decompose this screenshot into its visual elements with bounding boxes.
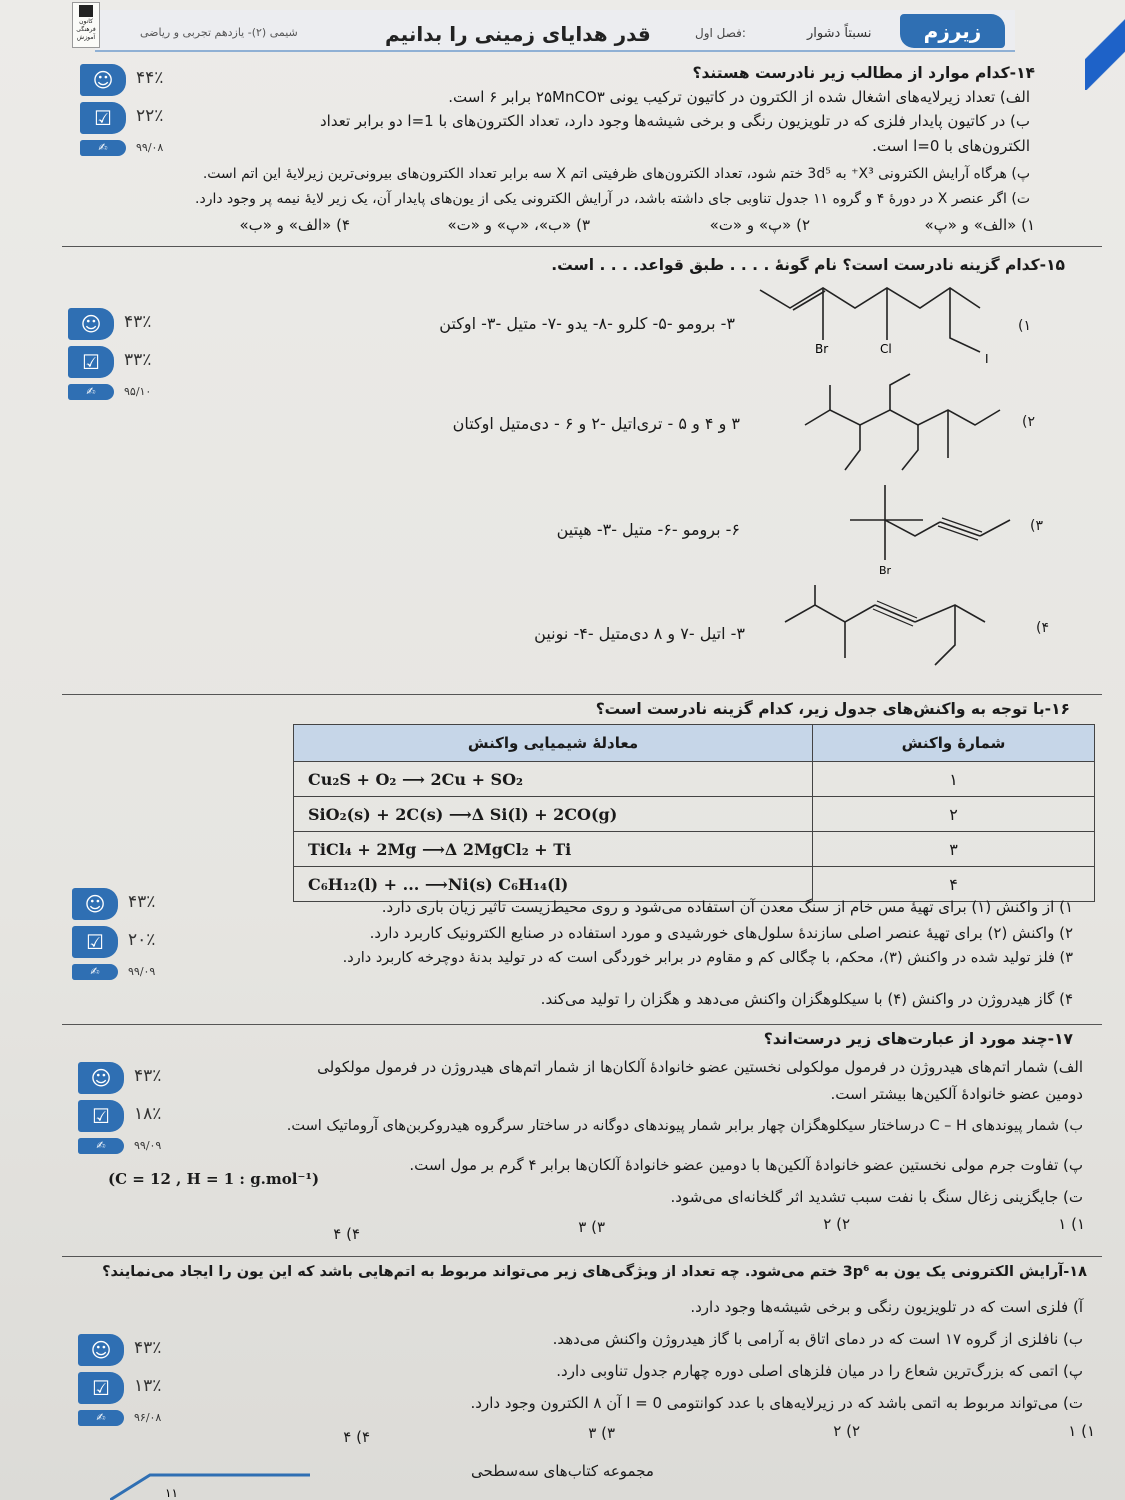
q15-question: ۱۵-کدام گزینه نادرست است؟ نام گونهٔ . . . . طبق قواعد. . . . است. [551, 256, 1065, 274]
q16-option-2[interactable]: ۲) واکنش (۲) برای تهیهٔ عنصر اصلی سازندهٔ سلول‌های خورشیدی و مورد استفاده در صنایع الکترونیک کاربرد دارد. [369, 924, 1073, 942]
q15-structure-3 [845, 480, 1015, 580]
stat-value: ۲۲٪ [136, 106, 164, 126]
q17-question: ۱۷-چند مورد از عبارت‌های زیر درست‌اند؟ [763, 1030, 1073, 1048]
table-header-equation: معادلهٔ شیمیایی واکنش [294, 725, 813, 762]
q14-item-d: ت) اگر عنصر X در دورهٔ ۴ و گروه ۱۱ جدول تناوبی جای داشته باشد، در آرایش الکترونی یکی از یون‌های پایدار آن، یک زیر لایهٔ نیمه پر وجود دارد. [195, 191, 1030, 207]
hand-icon: ✍ [78, 1138, 124, 1154]
table-cell-equation: Cu₂S + O₂ ⟶ 2Cu + SO₂ [294, 762, 813, 797]
table-cell-equation: C₆H₁₂(l) + ... ⟶Ni(s) C₆H₁₄(l) [294, 867, 813, 902]
q18-question: ۱۸-آرایش الکترونی یک یون به 3p⁶ ختم می‌شود. چه تعداد از ویژگی‌های زیر می‌تواند مربوط به اتم‌هایی باشد که این یون را ایجاد می‌نمایند؟ [102, 1264, 1087, 1280]
q17-option-3[interactable]: ۳) ۳ [578, 1218, 605, 1236]
q14-option-3[interactable]: ۳) «ب»، «پ» و «ت» [447, 216, 590, 234]
person-icon: ☺ [78, 1062, 124, 1094]
page-header [95, 10, 1015, 52]
table-row [294, 797, 1095, 832]
stat-value: ۳۳٪ [124, 350, 152, 370]
structure-label-br: Br [879, 564, 892, 577]
q18-option-1[interactable]: ۱) ۱ [1068, 1422, 1095, 1440]
q14-stats [80, 64, 192, 162]
table-cell-equation: TiCl₄ + 2Mg ⟶Δ 2MgCl₂ + Ti [294, 832, 813, 867]
divider [62, 1256, 1102, 1257]
header-chapter: فصل اول: [695, 26, 746, 40]
header-title: قدر هدایای زمینی را بدانیم [385, 22, 651, 46]
person-icon: ☺ [80, 64, 126, 96]
header-subtitle: شیمی (۲)- یازدهم تجربی و ریاضی [140, 26, 298, 39]
checkbox-icon: ☑ [80, 102, 126, 134]
q15-option-4-num[interactable]: ۴) [1036, 620, 1049, 636]
q16-option-4[interactable]: ۴) گاز هیدروژن در واکنش (۴) با سیکلوهگزان واکنش می‌دهد و هگزان را تولید می‌کند. [540, 990, 1073, 1008]
stat-value: ۴۳٪ [124, 312, 152, 332]
stat-code: ۹۹/۰۹ [128, 965, 156, 978]
hand-icon: ✍ [72, 964, 118, 980]
q14-item-c: پ) هرگاه آرایش الکترونی X³⁺ به 3d⁵ ختم شود، تعداد الکترون‌های ظرفیتی اتم X سه برابر تعداد الکترون‌های بیرونی‌ترین زیرلایهٔ این اتم است. [202, 166, 1030, 182]
person-icon: ☺ [78, 1334, 124, 1366]
table-row [294, 832, 1095, 867]
publisher-logo-text: کانون فرهنگی آموزش [76, 18, 96, 41]
stat-code: ۹۵/۱۰ [124, 385, 152, 398]
divider [62, 694, 1102, 695]
q16-option-3[interactable]: ۳) فلز تولید شده در واکنش (۳)، محکم، با چگالی کم و مقاوم در برابر خوردگی است که در تولید بدنهٔ دوچرخه کاربرد دارد. [342, 950, 1073, 966]
stat-code: ۹۹/۰۹ [134, 1139, 162, 1152]
reaction-table [293, 724, 1095, 902]
table-cell-number: ۴ [813, 867, 1095, 902]
publisher-logo [72, 2, 100, 48]
stat-value: ۱۳٪ [134, 1376, 162, 1396]
divider [62, 246, 1102, 247]
stat-value: ۴۳٪ [134, 1338, 162, 1358]
q14-option-4[interactable]: ۴) «الف» و «ب» [239, 216, 350, 234]
table-cell-number: ۱ [813, 762, 1095, 797]
table-cell-number: ۲ [813, 797, 1095, 832]
q17-option-2[interactable]: ۲) ۲ [823, 1215, 850, 1233]
q15-option-1-name: ۳- برومو -۵- کلرو -۸- یدو -۷- متیل -۳- اوکتن [439, 314, 735, 333]
stat-code: ۹۹/۰۸ [136, 141, 164, 154]
q14-item-b-cont: الکترون‌های با l=0 است. [872, 137, 1030, 155]
q18-item-c: پ) اتمی که بزرگ‌ترین شعاع را در میان فلزهای اصلی دوره چهارم جدول تناوبی دارد. [556, 1362, 1083, 1380]
hand-icon: ✍ [78, 1410, 124, 1426]
q18-option-2[interactable]: ۲) ۲ [833, 1422, 860, 1440]
q14-item-a: الف) تعداد زیرلایه‌های اشغال شده از الکترون در کاتیون ترکیب یونی ۲۵MnCO۳ برابر ۶ است. [448, 88, 1030, 106]
q17-stats [78, 1062, 190, 1160]
structure-label-br: Br [815, 342, 829, 356]
q15-structure-1 [755, 280, 995, 370]
person-icon: ☺ [72, 888, 118, 920]
checkbox-icon: ☑ [78, 1100, 124, 1132]
q16-option-1[interactable]: ۱) از واکنش (۱) برای تهیهٔ مس خام از سنگ معدن آن استفاده می‌شود و روی محیط‌زیست تاثیر زیان باری دارد. [381, 898, 1073, 916]
table-row [294, 762, 1095, 797]
checkbox-icon: ☑ [72, 926, 118, 958]
q16-stats [72, 888, 184, 986]
q15-option-4-name: ۳- اتیل -۷ و ۸ دی‌متیل -۴- نونین [534, 624, 745, 643]
q18-option-4[interactable]: ۴) ۴ [343, 1428, 370, 1446]
q18-item-d: ت) می‌تواند مربوط به اتمی باشد که در زیرلایه‌های با عدد کوانتومی l = 0 آن ۸ الکترون وجود دارد. [470, 1394, 1083, 1412]
q15-option-2-num[interactable]: ۲) [1022, 414, 1035, 430]
q14-option-2[interactable]: ۲) «پ» و «ت» [709, 216, 810, 234]
q17-option-1[interactable]: ۱) ۱ [1058, 1215, 1085, 1233]
q14-option-1[interactable]: ۱) «الف» و «پ» [924, 216, 1035, 234]
stat-value: ۴۴٪ [136, 68, 164, 88]
q18-item-a: آ) فلزی است که در تلویزیون رنگی و برخی شیشه‌ها وجود دارد. [690, 1298, 1083, 1316]
stat-value: ۱۸٪ [134, 1104, 162, 1124]
checkbox-icon: ☑ [78, 1372, 124, 1404]
divider [62, 1024, 1102, 1025]
stat-value: ۴۳٪ [134, 1066, 162, 1086]
q14-question: ۱۴-کدام موارد از مطالب زیر نادرست هستند؟ [692, 64, 1035, 82]
q17-item-d: ت) جایگزینی زغال سنگ با نفت سبب تشدید اثر گلخانه‌ای می‌شود. [670, 1188, 1083, 1206]
q15-option-3-num[interactable]: ۳) [1030, 518, 1043, 534]
q18-item-b: ب) نافلزی از گروه ۱۷ است که در دمای اتاق به آرامی با گاز هیدروژن واکنش می‌دهد. [552, 1330, 1083, 1348]
structure-label-cl: Cl [880, 342, 892, 356]
stat-value: ۲۰٪ [128, 930, 156, 950]
q16-question: ۱۶-با توجه به واکنش‌های جدول زیر، کدام گزینه نادرست است؟ [595, 700, 1070, 718]
level-logo: زیرزم [900, 14, 1005, 48]
checkbox-icon: ☑ [68, 346, 114, 378]
table-header-number: شمارهٔ واکنش [813, 725, 1095, 762]
person-icon: ☺ [68, 308, 114, 340]
table-cell-equation: SiO₂(s) + 2C(s) ⟶Δ Si(l) + 2CO(g) [294, 797, 813, 832]
q17-item-c: پ) تفاوت جرم مولی نخستین عضو خانوادهٔ آلکین‌ها با دومین عضو خانوادهٔ آلکان‌ها برابر ۴ گرم بر مول است. [409, 1156, 1083, 1174]
q17-item-b: ب) شمار پیوندهای C – H درساختار سیکلوهگزان چهار برابر شمار پیوندهای دوگانه در ساختار سرگروه هیدروکربن‌های آروماتیک است. [286, 1118, 1083, 1134]
q17-item-c-note: (C = 12 , H = 1 : g.mol⁻¹) [108, 1170, 320, 1188]
page-number: ۱۱ [165, 1486, 178, 1500]
structure-label-i: I [985, 352, 989, 366]
hand-icon: ✍ [68, 384, 114, 400]
q15-option-1-num[interactable]: ۱) [1018, 318, 1031, 334]
table-row [294, 867, 1095, 902]
hand-icon: ✍ [80, 140, 126, 156]
q15-structure-2 [800, 370, 1010, 480]
q18-option-3[interactable]: ۳) ۳ [588, 1424, 615, 1442]
stat-code: ۹۶/۰۸ [134, 1411, 162, 1424]
q17-item-a-cont: دومین عضو خانوادهٔ آلکین‌ها بیشتر است. [830, 1085, 1083, 1103]
q15-option-3-name: ۶- برومو -۶- متیل -۳- هپتین [556, 520, 740, 539]
table-cell-number: ۳ [813, 832, 1095, 867]
header-difficulty: نسبتاً دشوار [807, 26, 872, 41]
q17-item-a: الف) شمار اتم‌های هیدروژن در فرمول مولکولی نخستین عضو خانوادهٔ آلکان‌ها از شمار اتم‌های هیدروژن در فرمول مولکولی [317, 1058, 1083, 1076]
q15-stats [68, 308, 180, 406]
q15-structure-4 [780, 580, 1010, 680]
stat-value: ۴۳٪ [128, 892, 156, 912]
q14-item-b: ب) در کاتیون پایدار فلزی که در تلویزیون رنگی و برخی شیشه‌ها وجود دارد، تعداد الکترون‌های با l=1 دو برابر تعداد [319, 112, 1030, 130]
q17-option-4[interactable]: ۴) ۴ [333, 1225, 360, 1243]
footer-text: مجموعه کتاب‌های سه‌سطحی [471, 1462, 654, 1480]
page-corner-ribbon [1085, 0, 1125, 90]
q18-stats [78, 1334, 190, 1432]
q15-option-2-name: ۳ و ۴ و ۵ - تری‌اتیل -۲ و ۶ - دی‌متیل اوکتان [452, 414, 740, 433]
